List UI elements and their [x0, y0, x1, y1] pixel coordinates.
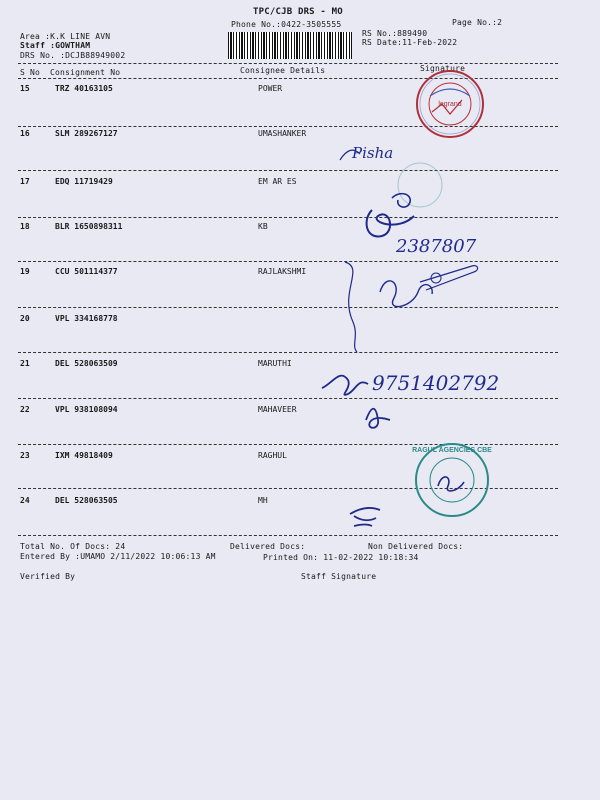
- svg-text:9751402792: 9751402792: [372, 371, 500, 395]
- row-consignee: MARUTHI: [258, 359, 292, 368]
- row-consignee: POWER: [258, 84, 283, 93]
- row-consignment: TRZ 40163105: [55, 84, 113, 93]
- row-sno: 21: [20, 359, 30, 368]
- row-consignment: DEL 528063505: [55, 496, 118, 505]
- row-sno: 16: [20, 129, 30, 138]
- staff-signature-label: Staff Signature: [301, 572, 377, 581]
- row-consignee: KB: [258, 222, 268, 231]
- row-consignment: DEL 528063509: [55, 359, 118, 368]
- column-sno: S No: [20, 68, 41, 77]
- row-consignee: EM AR ES: [258, 177, 297, 186]
- handwritten-signature-row22: [366, 409, 390, 428]
- row-consignment: BLR 1650898311: [55, 222, 123, 231]
- handwritten-signature-row21: [322, 371, 499, 395]
- svg-text:Pisha: Pisha: [352, 144, 394, 162]
- printed-on: Printed On: 11-02-2022 10:18:34: [263, 553, 419, 562]
- row-consignment: VPL 938108094: [55, 405, 118, 414]
- row-sno: 17: [20, 177, 30, 186]
- non-delivered-docs: Non Delivered Docs:: [368, 542, 464, 551]
- staff-label: Staff :GOWTHAM: [20, 41, 91, 50]
- row-sno: 18: [20, 222, 30, 231]
- power-electric-stamp: [417, 71, 483, 137]
- stamp-text: RAGUL AGENCIES CBE: [412, 447, 492, 454]
- rs-date: RS Date:11-Feb-2022: [362, 38, 458, 47]
- row-sno: 22: [20, 405, 30, 414]
- delivered-docs: Delivered Docs:: [230, 542, 306, 551]
- row-sno: 15: [20, 84, 30, 93]
- row-consignee: MAHAVEER: [258, 405, 297, 414]
- row-consignee: RAJLAKSHMI: [258, 267, 307, 276]
- handwritten-signature-row18: [367, 194, 477, 257]
- phone-number: Phone No.:0422-3505555: [231, 20, 342, 29]
- ragul-agencies-stamp: [412, 444, 492, 516]
- faint-stamp: [398, 163, 442, 207]
- row-sno: 20: [20, 314, 30, 323]
- row-sno: 23: [20, 451, 30, 460]
- svg-text:2387807: 2387807: [396, 236, 477, 257]
- drs-number: DRS No. :DCJB88949002: [20, 51, 126, 60]
- column-consignment: Consignment No: [50, 68, 121, 77]
- document-title: TPC/CJB DRS - MO: [253, 7, 343, 17]
- handwritten-signature-row16: [340, 144, 393, 162]
- row-consignment: VPL 334168778: [55, 314, 118, 323]
- row-consignee: RAGHUL: [258, 451, 287, 460]
- page-number: Page No.:2: [452, 18, 503, 27]
- row-sno: 24: [20, 496, 30, 505]
- column-consignee: Consignee Details: [240, 66, 326, 75]
- area-label: Area :K.K LINE AVN: [20, 32, 111, 41]
- handwritten-signature-row19: [345, 262, 478, 352]
- row-consignee: UMASHANKER: [258, 129, 307, 138]
- verified-by: Verified By: [20, 572, 76, 581]
- stamp-logo-text: legrand: [438, 101, 462, 108]
- total-docs: Total No. Of Docs: 24: [20, 542, 126, 551]
- row-consignment: CCU 501114377: [55, 267, 118, 276]
- row-consignment: SLM 289267127: [55, 129, 118, 138]
- row-consignment: EDQ 11719429: [55, 177, 113, 186]
- row-consignment: IXM 49818409: [55, 451, 113, 460]
- handwritten-signature-row24: [350, 508, 380, 526]
- row-sno: 19: [20, 267, 30, 276]
- column-signature: Signature: [420, 64, 466, 73]
- row-consignee: MH: [258, 496, 268, 505]
- rs-number: RS No.:889490: [362, 29, 428, 38]
- entered-by: Entered By :UMAMO 2/11/2022 10:06:13 AM: [20, 552, 216, 561]
